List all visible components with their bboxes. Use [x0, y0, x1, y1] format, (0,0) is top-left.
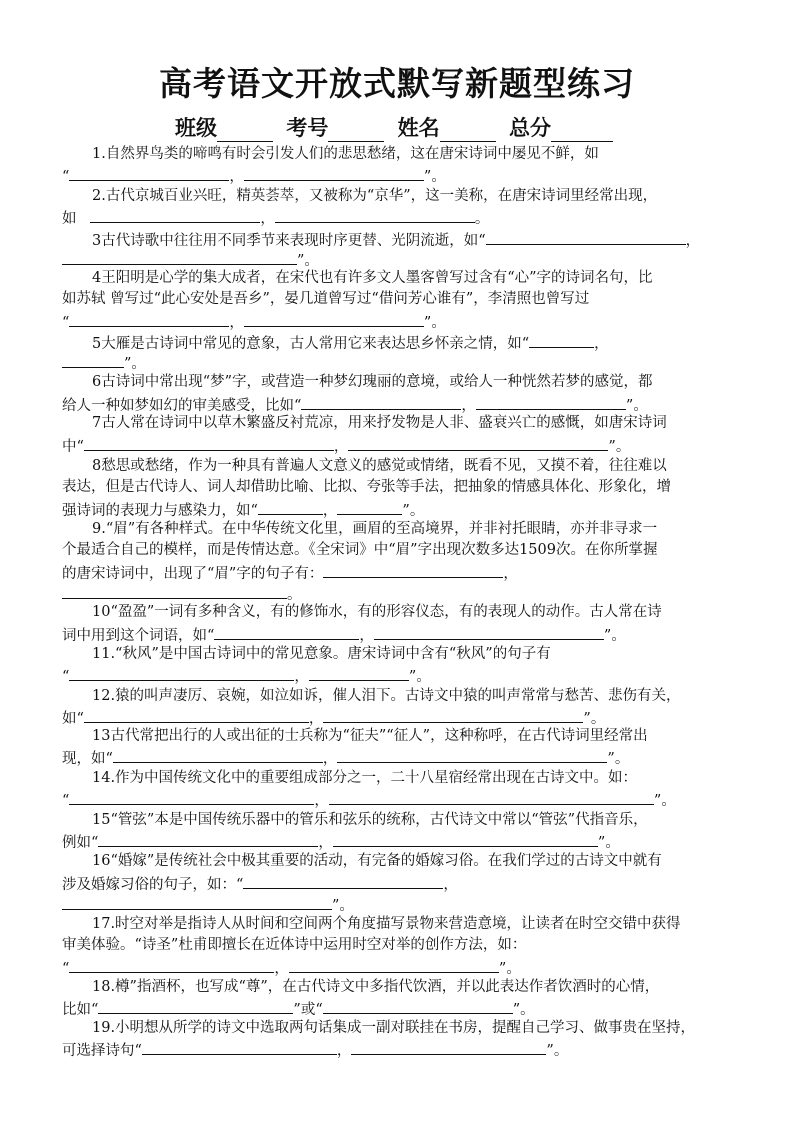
question-text: 如苏轼 曾写过“此心安处是吾乡”，晏几道曾写过“借问芳心谁有”，李清照也曾写过 — [62, 291, 590, 307]
quote-end: ”。 — [423, 169, 446, 185]
quote-end: ”。 — [124, 356, 146, 372]
comma: ， — [314, 793, 329, 809]
answer-blank[interactable] — [69, 790, 314, 805]
class-label: 班级 — [175, 116, 218, 140]
quote-end: 。 — [287, 587, 302, 603]
question-text: 4王阳明是心学的集大成者，在宋代也有许多文人墨客曾写过含有“心”字的诗词名句，比 — [92, 270, 653, 286]
answer-blank[interactable] — [69, 312, 229, 327]
comma: ， — [322, 751, 338, 767]
score-label: 总分 — [508, 116, 551, 140]
answer-blank[interactable] — [69, 958, 274, 973]
answer-blank[interactable] — [289, 958, 499, 973]
question-text: 16“婚嫁”是传统社会中极其重要的活动，有完备的婚嫁习俗。在我们学过的古诗文中就有 — [92, 853, 662, 869]
question-text: 表达，但是古代诗人、词人却借助比喻、比拟、夸张等手法，把抽象的情感具体化、形象化，增 — [62, 479, 671, 495]
quote-end: ”。 — [546, 1043, 569, 1059]
question-text: 涉及婚嫁习俗的句子，如：“ — [62, 877, 244, 893]
comma: ， — [294, 669, 309, 685]
comma: ， — [594, 336, 609, 352]
answer-blank[interactable] — [98, 832, 318, 847]
question-text: 1.自然界鸟类的啼鸣有时会引发人们的悲思愁绪，这在唐宋诗词中屡见不鲜，如 — [92, 146, 599, 162]
answer-blank[interactable] — [84, 436, 334, 451]
question-text: 6古诗词中常出现“梦”字，或营造一种梦幻瑰丽的意境，或给人一种恍然若梦的感觉，都 — [92, 374, 653, 390]
quote-end: ”。 — [512, 1002, 535, 1018]
quote-mark: “ — [62, 961, 70, 977]
quote-end: ”。 — [408, 669, 431, 685]
comma: ， — [336, 1043, 352, 1059]
question-text: 14.作为中国传统文化中的重要组成部分之一，二十八星宿经常出现在古诗文中。如： — [92, 770, 638, 786]
score-blank[interactable] — [551, 121, 613, 142]
answer-blank[interactable] — [90, 208, 260, 223]
answer-blank[interactable] — [323, 708, 583, 723]
quote-end: ”。 — [498, 961, 521, 977]
answer-blank[interactable] — [113, 748, 323, 763]
comma: ， — [318, 835, 333, 851]
separator: ”或“ — [293, 1002, 323, 1018]
comma: ， — [443, 877, 458, 893]
question-text: 15“管弦”本是中国传统乐器中的管乐和弦乐的统称，古代诗文中常以“管弦”代指音乐， — [92, 812, 648, 828]
answer-blank[interactable] — [142, 1040, 337, 1055]
question-text: 2.古代京城百业兴旺，精英荟萃，又被称为“京华”，这一美称，在唐宋诗词里经常出现， — [92, 188, 658, 204]
question-text: 7古人常在诗词中以草木繁盛反衬荒凉，用来抒发物是人非、盛衰兴亡的感慨，如唐宋诗词 — [92, 415, 667, 431]
question-text: 3古代诗歌中往往用不同季节来表现时序更替、光阴流逝，如“ — [92, 233, 486, 249]
prefix: 中“ — [62, 439, 84, 455]
answer-blank[interactable] — [258, 500, 323, 515]
quote-end: 。 — [474, 211, 490, 227]
question-text: 9.“眉”有各种样式。在中华传统文化里，画眉的至高境界，并非衬托眼睛，亦并非寻求一 — [92, 521, 658, 537]
prefix: 比如“ — [62, 1002, 99, 1018]
quote-end: ”。 — [297, 253, 319, 269]
comma: ， — [274, 961, 289, 977]
answer-blank[interactable] — [337, 748, 607, 763]
answer-blank[interactable] — [329, 790, 654, 805]
answer-blank[interactable] — [84, 708, 309, 723]
answer-blank[interactable] — [243, 874, 443, 889]
answer-blank[interactable] — [244, 166, 424, 181]
prefix: 如 — [62, 211, 77, 227]
comma: ， — [260, 211, 275, 227]
question-text: 17.时空对举是指诗人从时间和空间两个角度描写景物来营造意境，让读者在时空交错中获得 — [92, 916, 681, 932]
name-blank[interactable] — [440, 121, 496, 142]
prefix: 例如“ — [62, 835, 99, 851]
comma: ， — [685, 233, 701, 249]
answer-blank[interactable] — [69, 666, 294, 681]
question-text: 的唐宋诗词中，出现了“眉”字的句子有： — [62, 566, 324, 582]
question-text: 10“盈盈”一词有多种含义，有的修饰水，有的形容仪态，有的表现人的动作。古人常在诗 — [92, 604, 662, 620]
question-text: 12.猿的叫声凄厉、哀婉，如泣如诉，催人泪下。古诗文中猿的叫声常常与愁苦、悲伤有关， — [92, 688, 681, 704]
quote-end: ”。 — [402, 503, 425, 519]
question-text: 个最适合自己的模样，而是传情达意。《全宋词》中“眉”字出现次数多达1509次。在你所掌握 — [62, 542, 658, 558]
comma: ， — [322, 503, 338, 519]
answer-blank[interactable] — [309, 666, 409, 681]
quote-end: ”。 — [332, 898, 354, 914]
quote-end: ”。 — [608, 439, 631, 455]
quote-end: ”。 — [653, 793, 676, 809]
student-info-row — [0, 112, 794, 142]
quote-end: ”。 — [607, 751, 630, 767]
answer-blank[interactable] — [214, 625, 359, 640]
quote-end: ”。 — [625, 398, 648, 414]
answer-blank[interactable] — [301, 395, 461, 410]
answer-blank[interactable] — [62, 353, 124, 368]
answer-blank[interactable] — [337, 500, 402, 515]
question-text: 给人一种如梦如幻的审美感受，比如“ — [62, 398, 302, 414]
question-text: 18.樽”指酒杯，也写成“尊”，在古代诗文中多指代饮酒，并以此表达作者饮酒时的心情， — [92, 979, 660, 995]
answer-blank[interactable] — [486, 230, 686, 245]
class-blank[interactable] — [217, 121, 273, 142]
answer-blank[interactable] — [374, 625, 604, 640]
question-text: 强诗词的表现力与感染力，如“ — [62, 503, 258, 519]
answer-blank[interactable] — [323, 999, 513, 1014]
answer-blank[interactable] — [348, 436, 608, 451]
question-text: 19.小明想从所学的诗文中选取两句话集成一副对联挂在书房，提醒自己学习、做事贵在坚持， — [92, 1020, 696, 1036]
answer-blank[interactable] — [62, 584, 287, 599]
answer-blank[interactable] — [476, 395, 626, 410]
quote-end: ”。 — [423, 315, 446, 331]
answer-blank[interactable] — [62, 250, 297, 265]
name-label: 姓名 — [397, 116, 440, 140]
question-text: 可选择诗句“ — [62, 1043, 142, 1059]
quote-end: ”。 — [583, 711, 606, 727]
answer-blank[interactable] — [351, 1040, 546, 1055]
id-blank[interactable] — [328, 121, 384, 142]
answer-blank[interactable] — [323, 563, 503, 578]
quote-end: ”。 — [603, 628, 626, 644]
question-text: 11.“秋风”是中国古诗词中的常见意象。唐宋诗词中含有“秋风”的句子有 — [92, 646, 551, 662]
page-title: 高考语文开放式默写新题型练习 — [159, 64, 635, 103]
comma: ， — [461, 398, 476, 414]
comma: ， — [229, 315, 244, 331]
question-text: 5大雁是古诗词中常见的意象，古人常用它来表达思乡怀亲之情，如“ — [92, 336, 530, 352]
prefix: 如“ — [62, 711, 84, 727]
answer-blank[interactable] — [98, 999, 293, 1014]
answer-blank[interactable] — [244, 312, 424, 327]
quote-mark: “ — [62, 793, 70, 809]
answer-blank[interactable] — [69, 166, 229, 181]
comma: ， — [503, 566, 518, 582]
quote-mark: “ — [62, 169, 70, 185]
quote-end: ”。 — [597, 835, 620, 851]
question-text: 13古代常把出行的人或出征的士兵称为“征夫”“征人”，这种称呼，在古代诗词里经常出 — [92, 728, 648, 744]
id-label: 考号 — [286, 116, 329, 140]
question-text: 8愁思或愁绪，作为一种具有普遍人文意义的感觉或情绪，既看不见，又摸不着，往往难以 — [92, 458, 667, 474]
prefix: 现，如“ — [62, 751, 113, 767]
answer-blank[interactable] — [62, 895, 332, 910]
comma: ， — [359, 628, 374, 644]
comma: ， — [229, 169, 244, 185]
answer-blank[interactable] — [529, 333, 594, 348]
comma: ， — [333, 439, 349, 455]
question-text: 审美体验。“诗圣”杜甫即擅长在近体诗中运用时空对举的创作方法，如： — [62, 937, 527, 953]
quote-mark: “ — [62, 669, 70, 685]
quote-mark: “ — [62, 315, 70, 331]
comma: ， — [308, 711, 324, 727]
answer-blank[interactable] — [333, 832, 598, 847]
answer-blank[interactable] — [275, 208, 475, 223]
question-text: 词中用到这个词语，如“ — [62, 628, 215, 644]
